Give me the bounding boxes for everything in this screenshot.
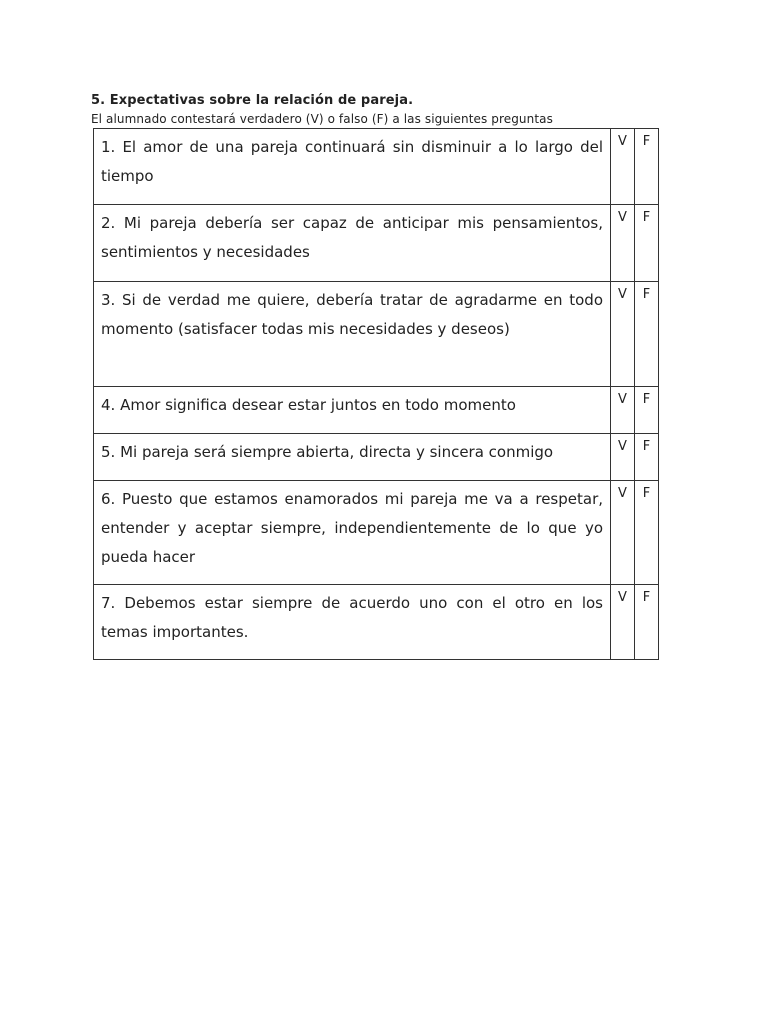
question-text: 3. Si de verdad me quiere, debería tratar de agradarme en todo momento (satisfacer todas mis necesidades y deseos) — [94, 282, 611, 387]
true-label: V — [618, 590, 627, 605]
table-row — [94, 387, 659, 434]
false-option-cell[interactable] — [635, 481, 659, 585]
question-text: 7. Debemos estar siempre de acuerdo uno con el otro en los temas importantes. — [94, 585, 611, 660]
false-option-cell[interactable] — [635, 129, 659, 205]
table-row — [94, 282, 659, 387]
table-row — [94, 481, 659, 585]
false-option-cell[interactable] — [635, 205, 659, 282]
true-label: V — [618, 439, 627, 454]
false-option-cell[interactable] — [635, 585, 659, 660]
true-label: V — [618, 134, 627, 149]
question-text: 6. Puesto que estamos enamorados mi pareja me va a respetar, entender y aceptar siempre, independientemente de lo que yo pueda hacer — [94, 481, 611, 585]
true-option-cell[interactable] — [611, 205, 635, 282]
true-option-cell[interactable] — [611, 434, 635, 481]
question-text: 2. Mi pareja debería ser capaz de anticipar mis pensamientos, sentimientos y necesidades — [94, 205, 611, 282]
true-option-cell[interactable] — [611, 585, 635, 660]
false-label: F — [642, 486, 651, 501]
section-instructions: El alumnado contestará verdadero (V) o falso (F) a las siguientes preguntas — [91, 112, 553, 126]
true-label: V — [618, 392, 627, 407]
table-row — [94, 585, 659, 660]
false-option-cell[interactable] — [635, 282, 659, 387]
false-label: F — [642, 134, 651, 149]
question-text: 1. El amor de una pareja continuará sin disminuir a lo largo del tiempo — [94, 129, 611, 205]
false-option-cell[interactable] — [635, 387, 659, 434]
true-label: V — [618, 210, 627, 225]
true-option-cell[interactable] — [611, 129, 635, 205]
true-label: V — [618, 486, 627, 501]
true-option-cell[interactable] — [611, 481, 635, 585]
table-row — [94, 129, 659, 205]
false-option-cell[interactable] — [635, 434, 659, 481]
false-label: F — [642, 590, 651, 605]
table-row — [94, 205, 659, 282]
section-title: 5. Expectativas sobre la relación de pareja. — [91, 93, 414, 108]
false-label: F — [642, 392, 651, 407]
false-label: F — [642, 287, 651, 302]
true-option-cell[interactable] — [611, 387, 635, 434]
false-label: F — [642, 210, 651, 225]
true-option-cell[interactable] — [611, 282, 635, 387]
true-label: V — [618, 287, 627, 302]
false-label: F — [642, 439, 651, 454]
true-false-table — [93, 128, 659, 660]
question-text: 4. Amor significa desear estar juntos en todo momento — [94, 387, 611, 434]
table-row — [94, 434, 659, 481]
question-text: 5. Mi pareja será siempre abierta, directa y sincera conmigo — [94, 434, 611, 481]
